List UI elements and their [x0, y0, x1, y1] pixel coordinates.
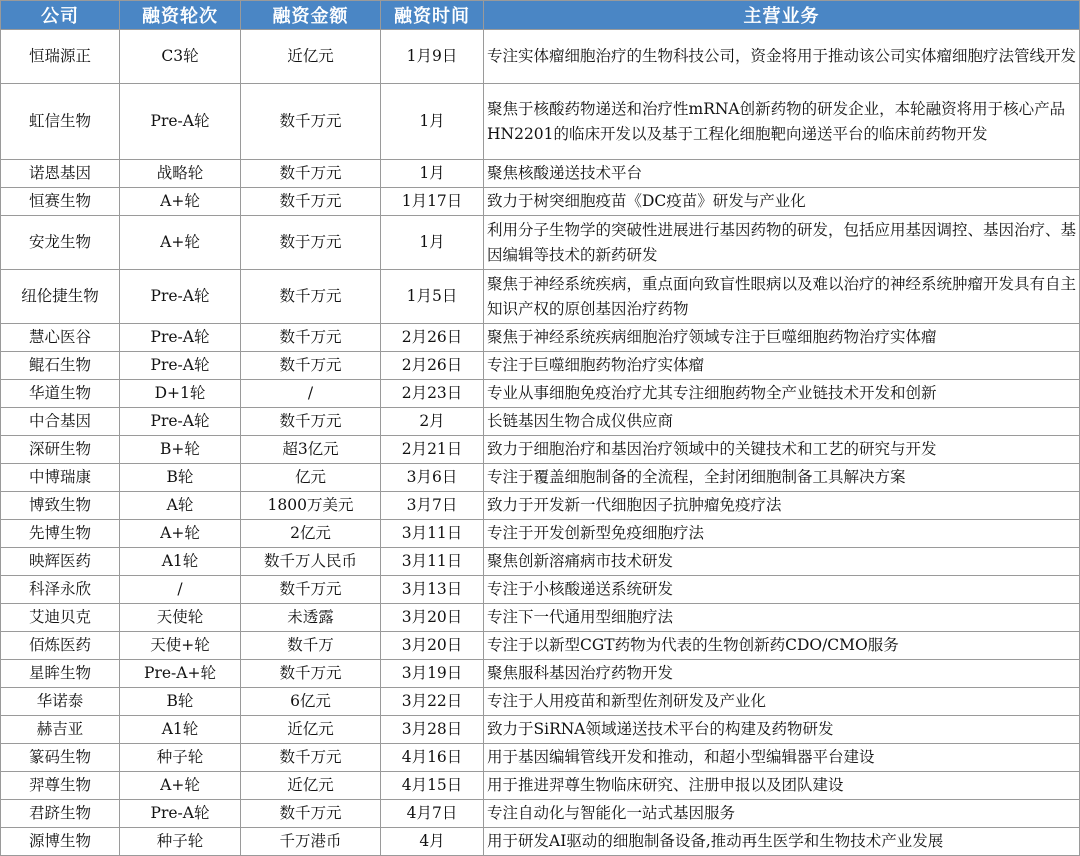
company-cell: 鲲石生物	[1, 352, 120, 380]
round-cell: A+轮	[120, 772, 241, 800]
table-row	[1, 800, 1080, 828]
round-cell: /	[120, 576, 241, 604]
amount-cell: 数千万元	[241, 800, 381, 828]
business-cell: 专注于巨噬细胞药物治疗实体瘤	[484, 352, 1080, 380]
company-cell: 中博瑞康	[1, 464, 120, 492]
business-cell: 利用分子生物学的突破性进展进行基因药物的研发，包括应用基因调控、基因治疗、基因编辑等技术的新药研发	[484, 216, 1080, 270]
col-header-company: 公司	[1, 1, 120, 30]
amount-cell: 数千万元	[241, 744, 381, 772]
date-cell: 4月16日	[381, 744, 484, 772]
company-cell: 诺恩基因	[1, 160, 120, 188]
company-cell: 君跻生物	[1, 800, 120, 828]
company-cell: 华诺泰	[1, 688, 120, 716]
col-header-amount: 融资金额	[241, 1, 381, 30]
company-cell: 深研生物	[1, 436, 120, 464]
table-row	[1, 160, 1080, 188]
table-row	[1, 324, 1080, 352]
company-cell: 华道生物	[1, 380, 120, 408]
date-cell: 3月19日	[381, 660, 484, 688]
company-cell: 先博生物	[1, 520, 120, 548]
round-cell: 天使+轮	[120, 632, 241, 660]
amount-cell: 数千万元	[241, 188, 381, 216]
amount-cell: 数千万元	[241, 660, 381, 688]
company-cell: 恒赛生物	[1, 188, 120, 216]
round-cell: A轮	[120, 492, 241, 520]
round-cell: Pre-A轮	[120, 270, 241, 324]
amount-cell: 亿元	[241, 464, 381, 492]
business-cell: 专注自动化与智能化一站式基因服务	[484, 800, 1080, 828]
business-cell: 专业从事细胞免疫治疗尤其专注细胞药物全产业链技术开发和创新	[484, 380, 1080, 408]
table-row	[1, 604, 1080, 632]
date-cell: 2月21日	[381, 436, 484, 464]
date-cell: 1月17日	[381, 188, 484, 216]
company-cell: 博致生物	[1, 492, 120, 520]
table-row	[1, 576, 1080, 604]
business-cell: 致力于树突细胞疫苗《DC疫苗》研发与产业化	[484, 188, 1080, 216]
date-cell: 2月26日	[381, 324, 484, 352]
company-cell: 纽伦捷生物	[1, 270, 120, 324]
business-cell: 专注于人用疫苗和新型佐剂研发及产业化	[484, 688, 1080, 716]
amount-cell: 数千万元	[241, 84, 381, 160]
company-cell: 安龙生物	[1, 216, 120, 270]
amount-cell: 数于万元	[241, 216, 381, 270]
company-cell: 赫吉亚	[1, 716, 120, 744]
business-cell: 致力于SiRNA领域递送技术平台的构建及药物研发	[484, 716, 1080, 744]
date-cell: 2月	[381, 408, 484, 436]
round-cell: Pre-A轮	[120, 408, 241, 436]
table-row	[1, 464, 1080, 492]
business-cell: 专注实体瘤细胞治疗的生物科技公司，资金将用于推动该公司实体瘤细胞疗法管线开发	[484, 30, 1080, 84]
amount-cell: 千万港币	[241, 828, 381, 856]
round-cell: B+轮	[120, 436, 241, 464]
company-cell: 科泽永欣	[1, 576, 120, 604]
company-cell: 虹信生物	[1, 84, 120, 160]
round-cell: D+1轮	[120, 380, 241, 408]
round-cell: 种子轮	[120, 744, 241, 772]
date-cell: 1月	[381, 216, 484, 270]
table-row	[1, 408, 1080, 436]
round-cell: Pre-A轮	[120, 84, 241, 160]
business-cell: 用于基因编辑管线开发和推动，和超小型编辑器平台建设	[484, 744, 1080, 772]
round-cell: A+轮	[120, 216, 241, 270]
amount-cell: 近亿元	[241, 716, 381, 744]
table-row	[1, 84, 1080, 160]
date-cell: 1月	[381, 84, 484, 160]
round-cell: Pre-A+轮	[120, 660, 241, 688]
date-cell: 3月11日	[381, 548, 484, 576]
company-cell: 源博生物	[1, 828, 120, 856]
business-cell: 专注于开发创新型免疫细胞疗法	[484, 520, 1080, 548]
round-cell: Pre-A轮	[120, 352, 241, 380]
date-cell: 4月7日	[381, 800, 484, 828]
round-cell: 种子轮	[120, 828, 241, 856]
amount-cell: 数千万	[241, 632, 381, 660]
business-cell: 聚焦服科基因治疗药物开发	[484, 660, 1080, 688]
header-row	[1, 1, 1080, 30]
business-cell: 聚焦核酸递送技术平台	[484, 160, 1080, 188]
table-row	[1, 828, 1080, 856]
col-header-business: 主营业务	[484, 1, 1080, 30]
date-cell: 3月11日	[381, 520, 484, 548]
table-row	[1, 270, 1080, 324]
business-cell: 专注于小核酸递送系统研发	[484, 576, 1080, 604]
amount-cell: 数千万人民币	[241, 548, 381, 576]
round-cell: C3轮	[120, 30, 241, 84]
amount-cell: 数千万元	[241, 352, 381, 380]
table-row	[1, 216, 1080, 270]
round-cell: A+轮	[120, 188, 241, 216]
date-cell: 2月26日	[381, 352, 484, 380]
business-cell: 专注下一代通用型细胞疗法	[484, 604, 1080, 632]
business-cell: 专注于覆盖细胞制备的全流程，全封闭细胞制备工具解决方案	[484, 464, 1080, 492]
amount-cell: 近亿元	[241, 772, 381, 800]
date-cell: 1月	[381, 160, 484, 188]
amount-cell: 数千万元	[241, 270, 381, 324]
date-cell: 4月15日	[381, 772, 484, 800]
company-cell: 篆码生物	[1, 744, 120, 772]
amount-cell: 1800万美元	[241, 492, 381, 520]
company-cell: 映辉医药	[1, 548, 120, 576]
round-cell: A1轮	[120, 716, 241, 744]
amount-cell: 近亿元	[241, 30, 381, 84]
business-cell: 聚焦于神经系统疾病，重点面向致盲性眼病以及难以治疗的神经系统肿瘤开发具有自主知识产权的原创基因治疗药物	[484, 270, 1080, 324]
business-cell: 聚焦于神经系统疾病细胞治疗领域专注于巨噬细胞药物治疗实体瘤	[484, 324, 1080, 352]
table-row	[1, 716, 1080, 744]
round-cell: 战略轮	[120, 160, 241, 188]
amount-cell: 数千万元	[241, 408, 381, 436]
date-cell: 1月9日	[381, 30, 484, 84]
table-row	[1, 30, 1080, 84]
amount-cell: 数千万元	[241, 576, 381, 604]
table-row	[1, 660, 1080, 688]
table-row	[1, 632, 1080, 660]
table-row	[1, 520, 1080, 548]
company-cell: 中合基因	[1, 408, 120, 436]
date-cell: 4月	[381, 828, 484, 856]
business-cell: 用于推进羿尊生物临床研究、注册申报以及团队建设	[484, 772, 1080, 800]
round-cell: 天使轮	[120, 604, 241, 632]
amount-cell: 超3亿元	[241, 436, 381, 464]
amount-cell: 6亿元	[241, 688, 381, 716]
amount-cell: 2亿元	[241, 520, 381, 548]
company-cell: 艾迪贝克	[1, 604, 120, 632]
col-header-date: 融资时间	[381, 1, 484, 30]
date-cell: 3月22日	[381, 688, 484, 716]
table-row	[1, 744, 1080, 772]
business-cell: 聚焦创新溶痛病市技术研发	[484, 548, 1080, 576]
round-cell: A1轮	[120, 548, 241, 576]
business-cell: 长链基因生物合成仪供应商	[484, 408, 1080, 436]
amount-cell: /	[241, 380, 381, 408]
table-row	[1, 688, 1080, 716]
business-cell: 专注于以新型CGT药物为代表的生物创新药CDO/CMO服务	[484, 632, 1080, 660]
round-cell: B轮	[120, 464, 241, 492]
table-row	[1, 492, 1080, 520]
round-cell: B轮	[120, 688, 241, 716]
company-cell: 恒瑞源正	[1, 30, 120, 84]
table-row	[1, 436, 1080, 464]
company-cell: 慧心医谷	[1, 324, 120, 352]
table-row	[1, 548, 1080, 576]
date-cell: 3月13日	[381, 576, 484, 604]
date-cell: 1月5日	[381, 270, 484, 324]
amount-cell: 数千万元	[241, 324, 381, 352]
date-cell: 3月6日	[381, 464, 484, 492]
business-cell: 致力于开发新一代细胞因子抗肿瘤免疫疗法	[484, 492, 1080, 520]
table-row	[1, 772, 1080, 800]
business-cell: 聚焦于核酸药物递送和治疗性mRNA创新药物的研发企业，本轮融资将用于核心产品HN2201的临床开发以及基于工程化细胞靶向递送平台的临床前药物开发	[484, 84, 1080, 160]
date-cell: 3月20日	[381, 632, 484, 660]
business-cell: 致力于细胞治疗和基因治疗领域中的关键技术和工艺的研究与开发	[484, 436, 1080, 464]
company-cell: 羿尊生物	[1, 772, 120, 800]
company-cell: 星眸生物	[1, 660, 120, 688]
date-cell: 3月20日	[381, 604, 484, 632]
date-cell: 3月7日	[381, 492, 484, 520]
round-cell: Pre-A轮	[120, 800, 241, 828]
col-header-round: 融资轮次	[120, 1, 241, 30]
date-cell: 2月23日	[381, 380, 484, 408]
business-cell: 用于研发AI驱动的细胞制备设备,推动再生医学和生物技术产业发展	[484, 828, 1080, 856]
amount-cell: 未透露	[241, 604, 381, 632]
table-row	[1, 188, 1080, 216]
table-row	[1, 352, 1080, 380]
date-cell: 3月28日	[381, 716, 484, 744]
table-row	[1, 380, 1080, 408]
amount-cell: 数千万元	[241, 160, 381, 188]
round-cell: A+轮	[120, 520, 241, 548]
round-cell: Pre-A轮	[120, 324, 241, 352]
company-cell: 佰炼医药	[1, 632, 120, 660]
